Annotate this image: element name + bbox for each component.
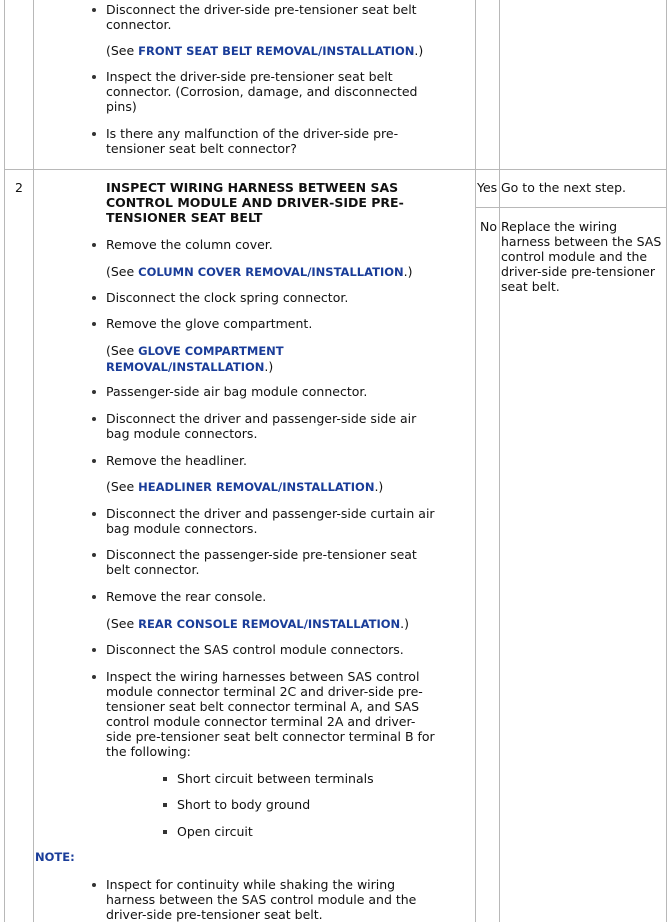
see-reference: (See COLUMN COVER REMOVAL/INSTALLATION.) <box>106 264 413 279</box>
sub-list-item: Open circuit <box>177 824 253 839</box>
see-reference: (See GLOVE COMPARTMENT REMOVAL/INSTALLATION.) <box>106 343 284 374</box>
result-divider <box>475 207 667 208</box>
list-item: Remove the rear console. <box>106 589 267 604</box>
list-item: Inspect for continuity while shaking the wiring harness between the SAS control module and the driver-side pre-tensioner seat belt. <box>106 877 417 922</box>
sub-list-item: Short circuit between terminals <box>177 771 374 786</box>
sub-list-item: Short to body ground <box>177 797 311 812</box>
no-action: Replace the wiring harness between the SAS control module and the driver-side pre-tensioner seat belt. <box>501 219 662 294</box>
rear-console-link[interactable]: REAR CONSOLE REMOVAL/INSTALLATION <box>138 617 401 631</box>
list-item: Disconnect the driver-side pre-tensioner seat belt connector. <box>106 2 417 32</box>
front-seat-belt-link[interactable]: FRONT SEAT BELT REMOVAL/INSTALLATION <box>138 44 415 58</box>
yes-label: Yes <box>477 180 498 195</box>
see-reference: (See REAR CONSOLE REMOVAL/INSTALLATION.) <box>106 616 409 631</box>
table-divider-step <box>33 0 34 922</box>
glove-compartment-link-cont[interactable]: REMOVAL/INSTALLATION <box>106 360 265 374</box>
table-border-right <box>666 0 667 922</box>
see-reference: (See HEADLINER REMOVAL/INSTALLATION.) <box>106 479 384 494</box>
row-divider <box>4 169 667 170</box>
list-item: Remove the glove compartment. <box>106 316 313 331</box>
glove-compartment-link[interactable]: GLOVE COMPARTMENT <box>138 344 284 358</box>
list-item: Disconnect the clock spring connector. <box>106 290 349 305</box>
list-item: Disconnect the SAS control module connectors. <box>106 642 404 657</box>
list-item: Inspect the wiring harnesses between SAS control module connector terminal 2C and driver-side pre- tensioner seat belt connector terminal A, and SAS control module connector terminal 2A and driver- side pre-tensioner seat belt connector terminal B for the following: <box>106 669 435 759</box>
column-cover-link[interactable]: COLUMN COVER REMOVAL/INSTALLATION <box>138 265 404 279</box>
list-item: Disconnect the driver and passenger-side side air bag module connectors. <box>106 411 417 441</box>
step-number: 2 <box>15 180 23 195</box>
list-item: Disconnect the driver and passenger-side curtain air bag module connectors. <box>106 506 435 536</box>
list-item: Is there any malfunction of the driver-side pre- tensioner seat belt connector? <box>106 126 399 156</box>
table-divider-result <box>499 0 500 922</box>
list-item: Disconnect the passenger-side pre-tensioner seat belt connector. <box>106 547 417 577</box>
list-item: Inspect the driver-side pre-tensioner seat belt connector. (Corrosion, damage, and disconnected pins) <box>106 69 418 114</box>
list-item: Remove the column cover. <box>106 237 273 252</box>
list-item: Passenger-side air bag module connector. <box>106 384 368 399</box>
no-label: No <box>480 219 497 234</box>
table-border-left <box>4 0 5 922</box>
list-item: Remove the headliner. <box>106 453 247 468</box>
note-label: NOTE: <box>35 850 75 864</box>
table-divider-action <box>475 0 476 922</box>
headliner-link[interactable]: HEADLINER REMOVAL/INSTALLATION <box>138 480 375 494</box>
step-heading: INSPECT WIRING HARNESS BETWEEN SAS CONTROL MODULE AND DRIVER-SIDE PRE- TENSIONER SEAT BELT <box>106 180 404 225</box>
see-reference: (See FRONT SEAT BELT REMOVAL/INSTALLATION.) <box>106 43 424 58</box>
yes-action: Go to the next step. <box>501 180 626 195</box>
